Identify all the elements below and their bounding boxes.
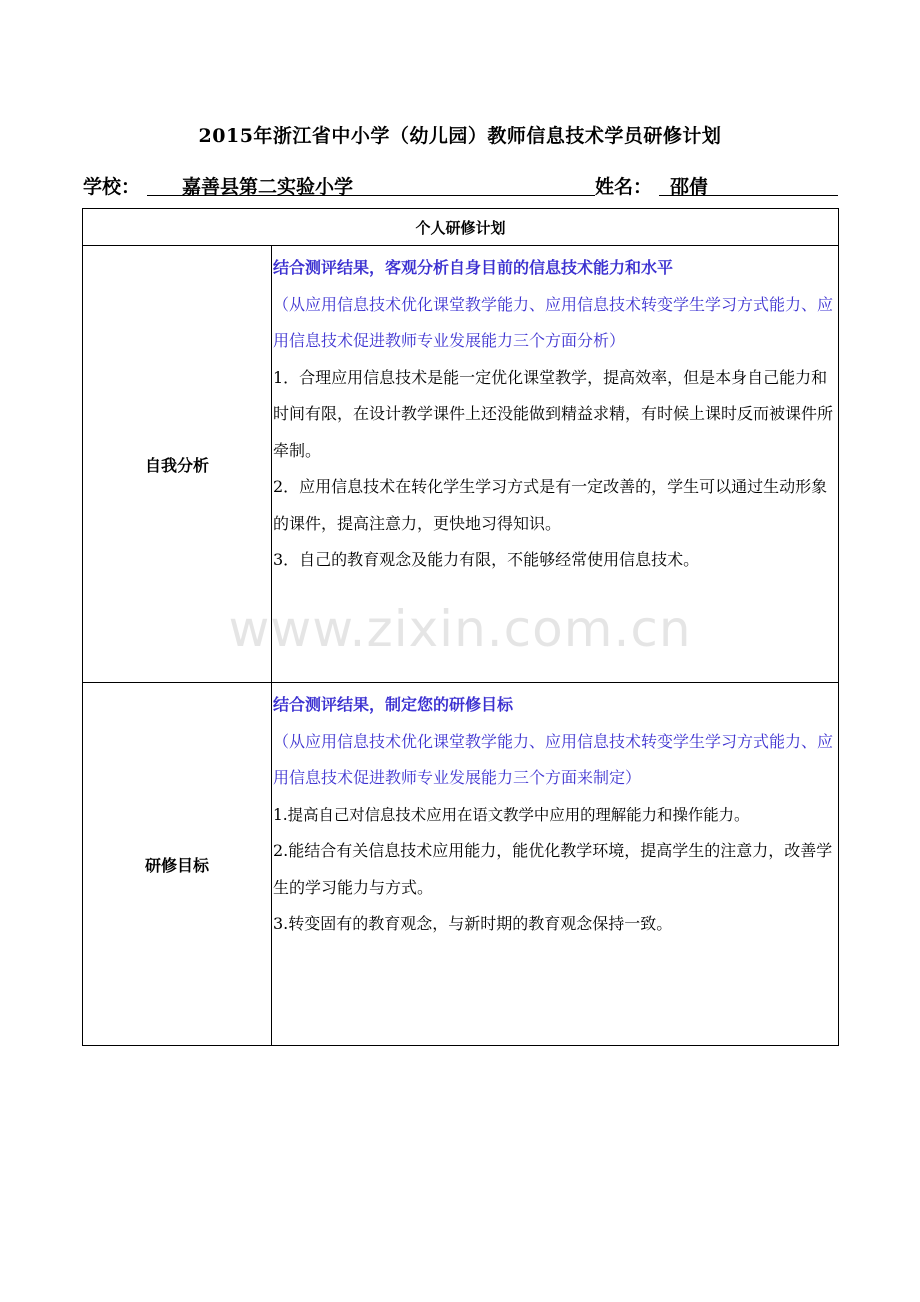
list-item: 2．应用信息技术在转化学生学习方式是有一定改善的，学生可以通过生动形象的课件，提高注意力，更快地习得知识。 [273, 477, 828, 533]
goals-content [272, 683, 839, 1046]
school-value: 嘉善县第二实验小学 [182, 176, 354, 198]
list-item: 1.提高自己对信息技术应用在语文教学中应用的理解能力和操作能力。 [273, 805, 750, 824]
school-field [147, 172, 595, 196]
list-item: 1．合理应用信息技术是能一定优化课堂教学，提高效率，但是本身自己能力和时间有限，在设计教学课件上还没能做到精益求精，有时候上课时反而被课件所牵制。 [273, 367, 834, 460]
table-header: 个人研修计划 [83, 209, 839, 246]
section-heading: 结合测评结果，制定您的研修目标 [273, 695, 514, 714]
info-line [83, 172, 838, 198]
section-subheading: （从应用信息技术优化课堂教学能力、应用信息技术转变学生学习方式能力、应用信息技术促进教师专业发展能力三个方面分析） [273, 294, 834, 350]
list-item: 3．自己的教育观念及能力有限，不能够经常使用信息技术。 [273, 550, 700, 569]
name-field [659, 172, 838, 196]
list-item: 3.转变固有的教育观念，与新时期的教育观念保持一致。 [273, 914, 673, 933]
watermark: www.zixin.com.cn [228, 600, 692, 658]
row-label-self-analysis: 自我分析 [83, 246, 272, 683]
document-title: 2015年浙江省中小学（幼儿园）教师信息技术学员研修计划 [198, 125, 722, 147]
school-label: 学校： [83, 176, 141, 198]
name-label: 姓名： [595, 176, 653, 198]
name-value: 邵倩 [670, 176, 709, 198]
section-heading: 结合测评结果，客观分析自身目前的信息技术能力和水平 [273, 258, 674, 277]
row-label-goals: 研修目标 [83, 683, 272, 1046]
section-subheading: （从应用信息技术优化课堂教学能力、应用信息技术转变学生学习方式能力、应用信息技术促进教师专业发展能力三个方面来制定） [273, 731, 834, 787]
list-item: 2.能结合有关信息技术应用能力，能优化教学环境，提高学生的注意力，改善学生的学习能力与方式。 [273, 841, 833, 897]
